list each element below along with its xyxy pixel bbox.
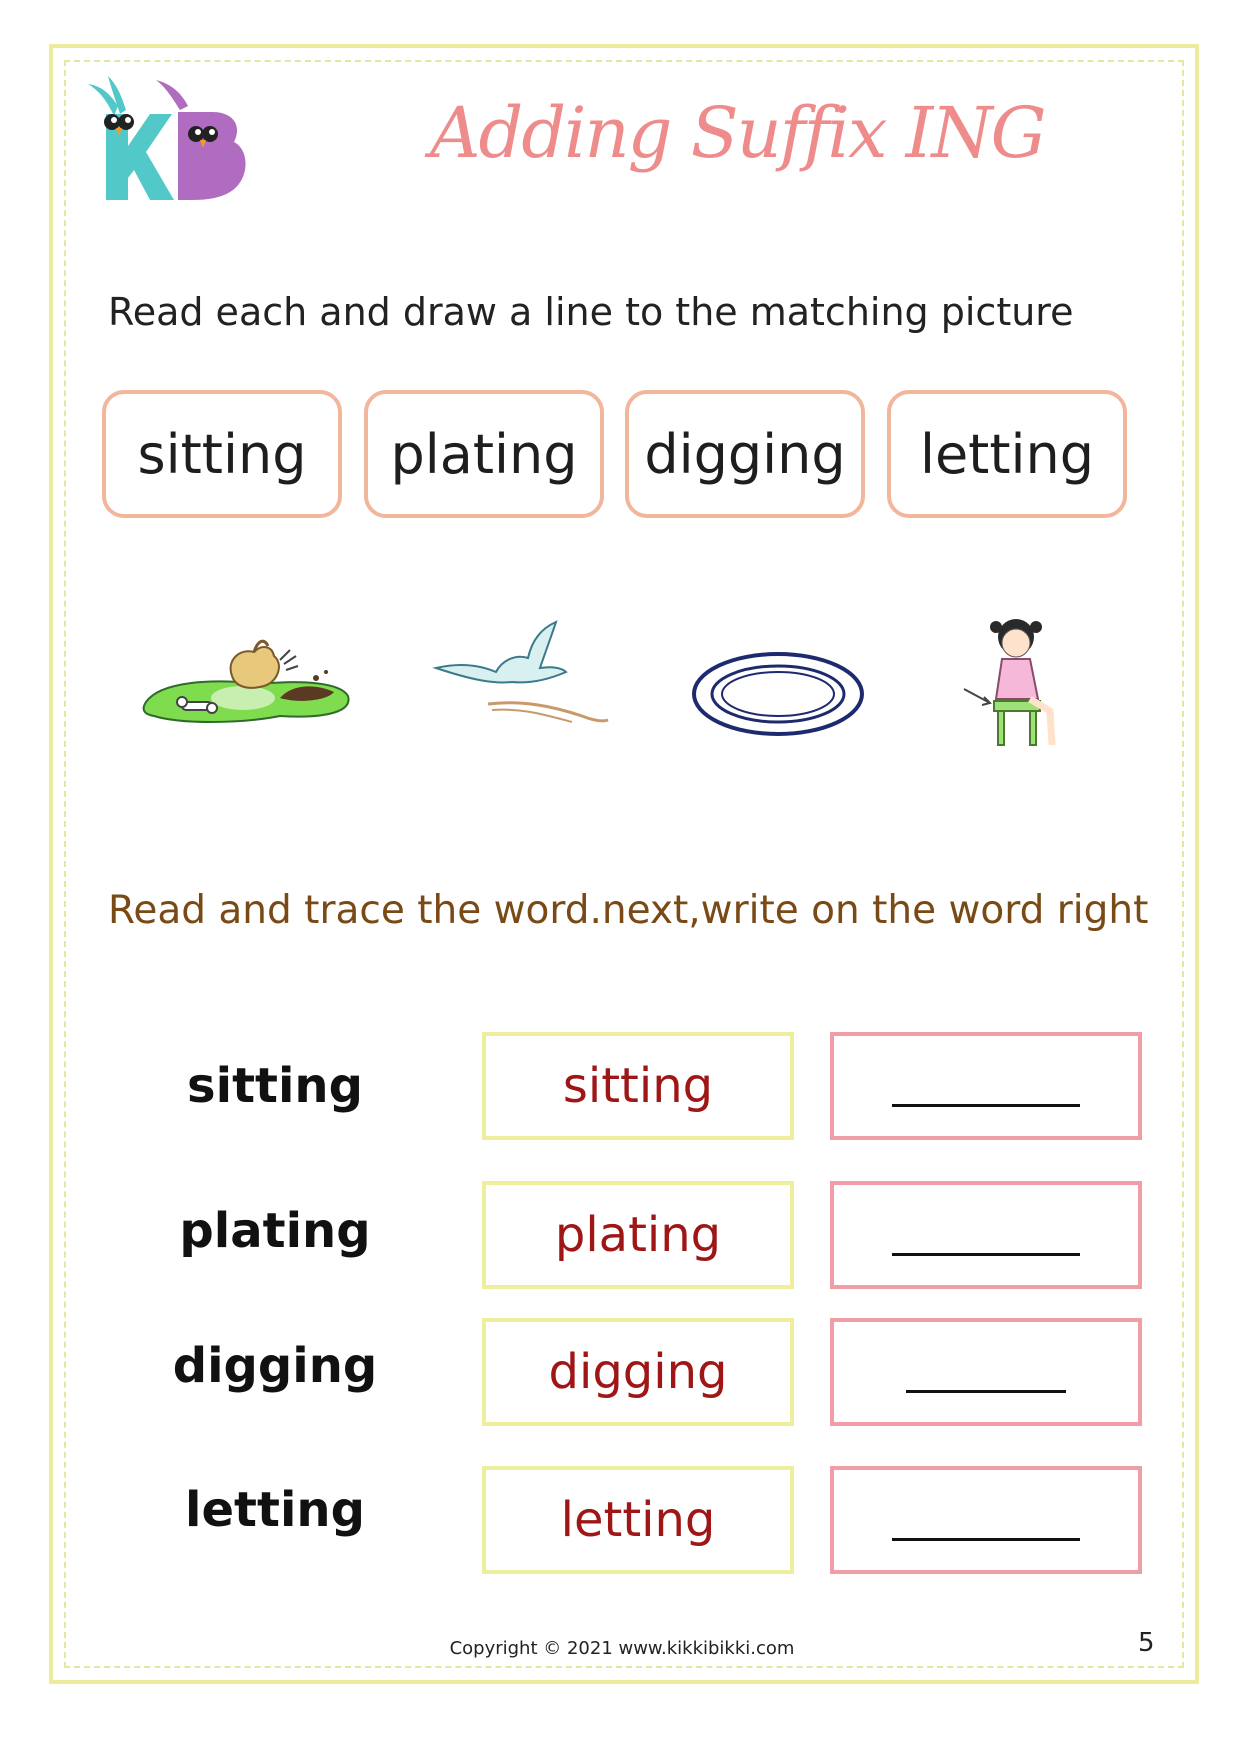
plate-picture[interactable]: [688, 650, 868, 740]
row-word-letting: letting: [185, 1482, 365, 1538]
word-box-plating[interactable]: plating: [364, 390, 604, 518]
write-box-3[interactable]: [830, 1318, 1142, 1426]
copyright-footer: Copyright © 2021 www.kikkibikki.com: [449, 1638, 795, 1659]
word-box-digging[interactable]: digging: [625, 390, 865, 518]
write-box-2[interactable]: [830, 1181, 1142, 1289]
word-box-letting[interactable]: letting: [887, 390, 1127, 518]
trace-box-letting[interactable]: letting: [482, 1466, 794, 1574]
word-box-sitting[interactable]: sitting: [102, 390, 342, 518]
row-word-digging: digging: [172, 1338, 378, 1394]
row-word-sitting: sitting: [187, 1058, 363, 1114]
kb-logo: [84, 74, 254, 214]
write-box-1[interactable]: [830, 1032, 1142, 1140]
girl-sitting-picture[interactable]: [960, 615, 1070, 755]
trace-box-digging[interactable]: digging: [482, 1318, 794, 1426]
instruction-trace: Read and trace the word.next,write on the word right: [108, 888, 1149, 933]
instruction-match: Read each and draw a line to the matching picture: [108, 290, 1074, 334]
dog-digging-picture[interactable]: [140, 620, 360, 730]
trace-box-plating[interactable]: plating: [482, 1181, 794, 1289]
worksheet-title: Adding Suffix ING: [430, 92, 1045, 174]
bird-flying-picture[interactable]: [432, 610, 612, 730]
write-line: [892, 1104, 1080, 1107]
write-line: [892, 1253, 1080, 1256]
row-word-plating: plating: [179, 1203, 371, 1259]
write-line: [906, 1390, 1066, 1393]
write-box-4[interactable]: [830, 1466, 1142, 1574]
trace-box-sitting[interactable]: sitting: [482, 1032, 794, 1140]
write-line: [892, 1538, 1080, 1541]
page-number: 5: [1138, 1628, 1155, 1658]
